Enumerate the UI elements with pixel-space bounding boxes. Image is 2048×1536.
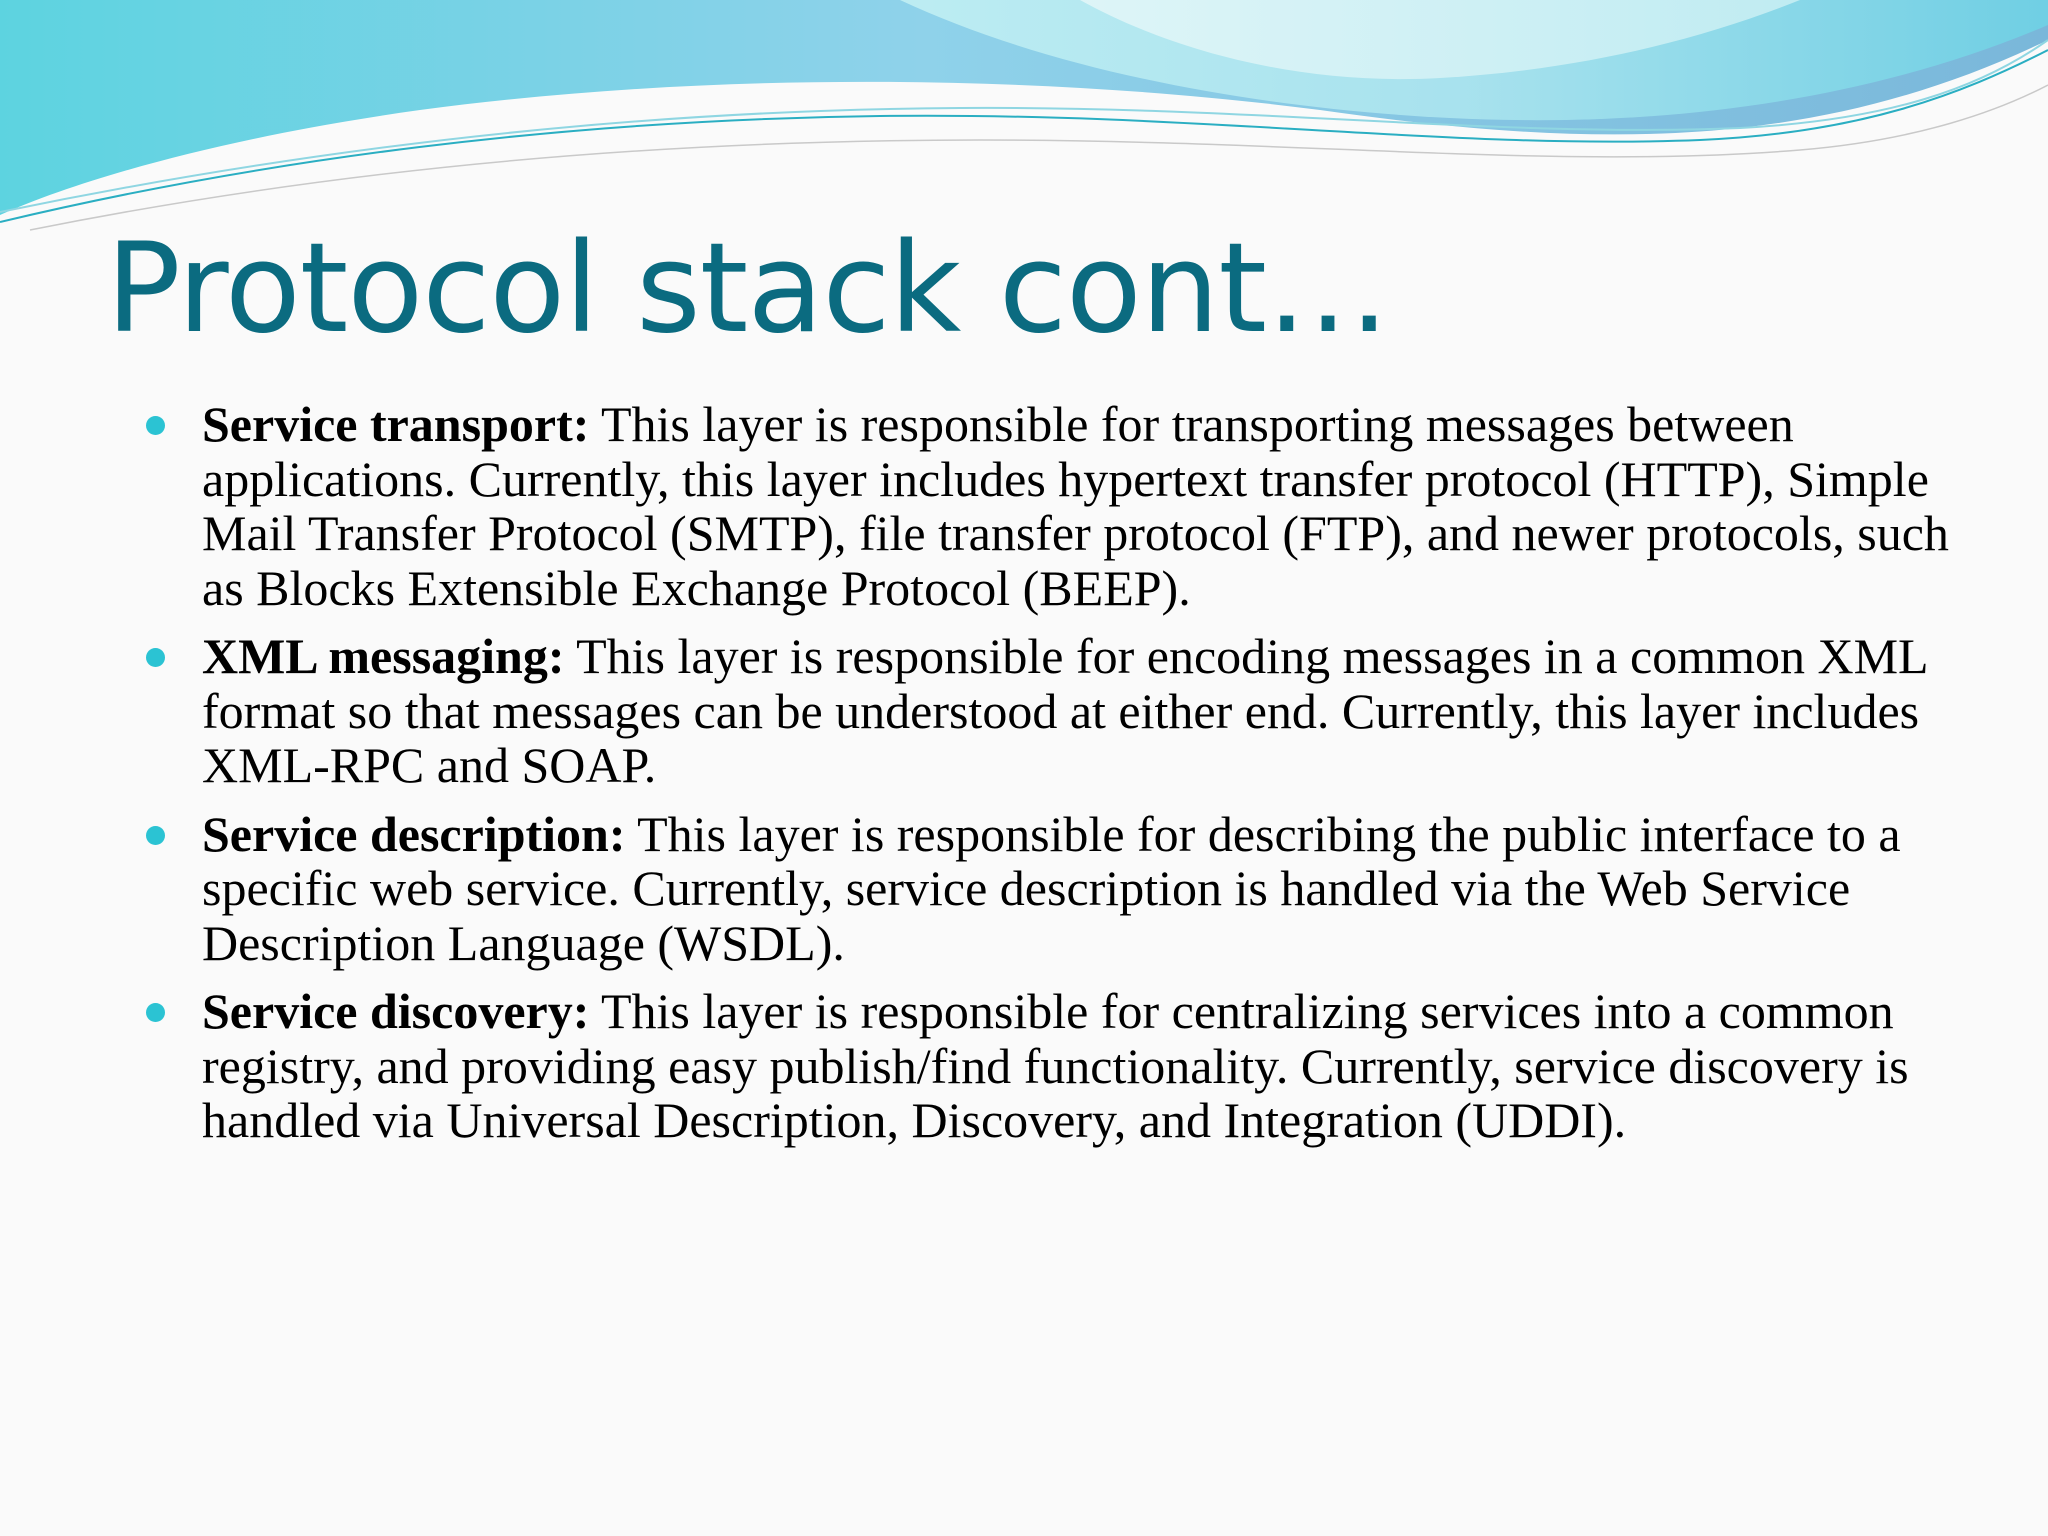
bullet-item-service-discovery — [0, 984, 2048, 1148]
header-wave-decoration — [0, 0, 2048, 240]
bullet-text: This layer is responsible for centralizing services into a common registry, and providing easy publish/find functionality. Currently, service discovery is handled via Universal Description, Discovery, and Integration (UDDI). — [202, 983, 1909, 1148]
bullet-item-xml-messaging — [0, 629, 2048, 793]
bullet-term: Service discovery: — [202, 983, 590, 1039]
bullet-point-icon — [146, 826, 165, 845]
bullet-list — [0, 397, 2048, 1148]
bullet-point-icon — [146, 416, 165, 435]
bullet-term: Service transport: — [202, 396, 590, 452]
bullet-text: This layer is responsible for encoding messages in a common XML format so that messages can be understood at either end. Currently, this layer includes XML-RPC and SOAP. — [202, 628, 1927, 793]
bullet-text: This layer is responsible for transporting messages between applications. Currently, this layer includes hypertext transfer protocol (HTTP), Simple Mail Transfer Protocol (SMTP), file transfer protocol (FTP), and newer protocols, such as Blocks Extensible Exchange Protocol (BEEP). — [202, 396, 1949, 616]
bullet-item-service-transport — [0, 397, 2048, 615]
bullet-item-service-description — [0, 807, 2048, 971]
bullet-term: Service description: — [202, 805, 626, 862]
bullet-text: This layer is responsible for describing the public interface to a specific web service. Currently, service description is handled via the Web Service Description Language (WSDL). — [202, 805, 1901, 971]
bullet-term: XML messaging: — [202, 628, 565, 684]
bullet-point-icon — [146, 1003, 165, 1022]
bullet-point-icon — [146, 648, 165, 667]
slide-title: Protocol stack cont… — [106, 217, 1389, 361]
